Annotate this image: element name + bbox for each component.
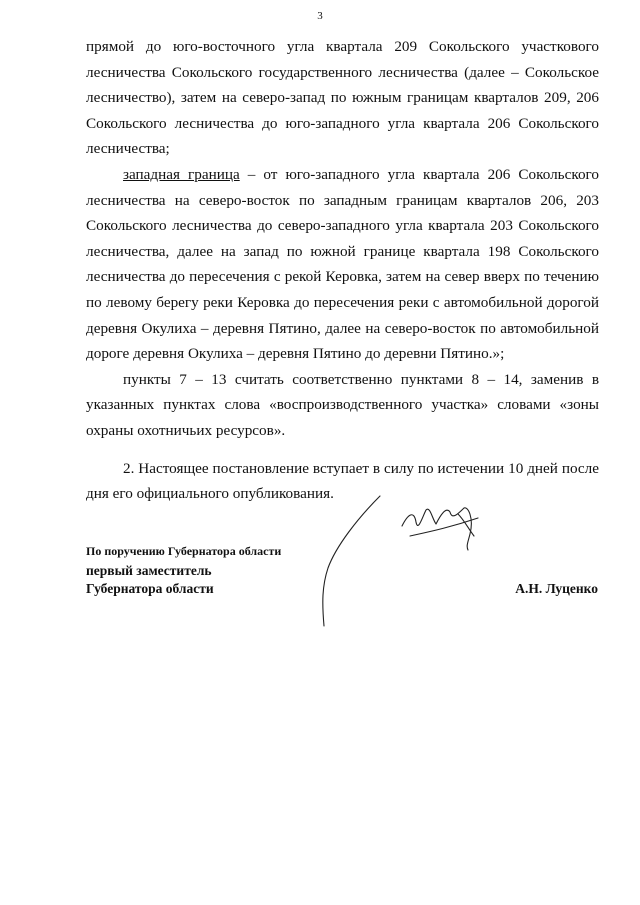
western-border-heading: западная граница	[123, 165, 240, 183]
paragraph-effective-date: 2. Настоящее постановление вступает в силу по истечении 10 дней после дня его официального опубликования.	[86, 459, 599, 503]
paragraph-western-border	[86, 162, 599, 367]
signature-position-line-2: Губернатора области	[86, 581, 214, 596]
handwritten-signature	[318, 488, 498, 628]
page-number: 3	[317, 10, 323, 22]
document-body	[86, 34, 599, 507]
signatory-name: А.Н. Луценко	[515, 581, 598, 596]
paragraph-renumbering: пункты 7 – 13 считать соответственно пунктами 8 – 14, заменив в указанных пунктах слова «воспроизводственного участка» словами «зоны охраны охотничьих ресурсов».	[86, 370, 599, 439]
western-border-text: – от юго-западного угла квартала 206 Сокольского лесничества на северо-восток по западным границам кварталов 206, 203 Сокольского лесничества до северо-западного угла квартала 203 Сокольского лесничества, далее на запад по южной границе квартала 198 Сокольского лесничества до пересечения с рекой Керовка, затем на север вверх по течению по левому берегу реки Керовка до пересечения реки с автомобильной дорогой деревня Окулиха – деревня Пятино, далее на северо-восток по автомобильной дороге деревня Окулиха – деревня Пятино до деревни Пятино.»;	[86, 165, 599, 363]
signature-position-line: первый заместитель	[86, 563, 212, 578]
paragraph-continuation: прямой до юго-восточного угла квартала 209 Сокольского участкового лесничества Сокольского государственного лесничества (далее – Сокольское лесничество), затем на северо-запад по южным границам кварталов 209, 206 Сокольского лесничества до юго-западного угла квартала 206 Сокольского лесничества;	[86, 38, 599, 158]
signature-authority-line: По поручению Губернатора области	[86, 544, 282, 558]
